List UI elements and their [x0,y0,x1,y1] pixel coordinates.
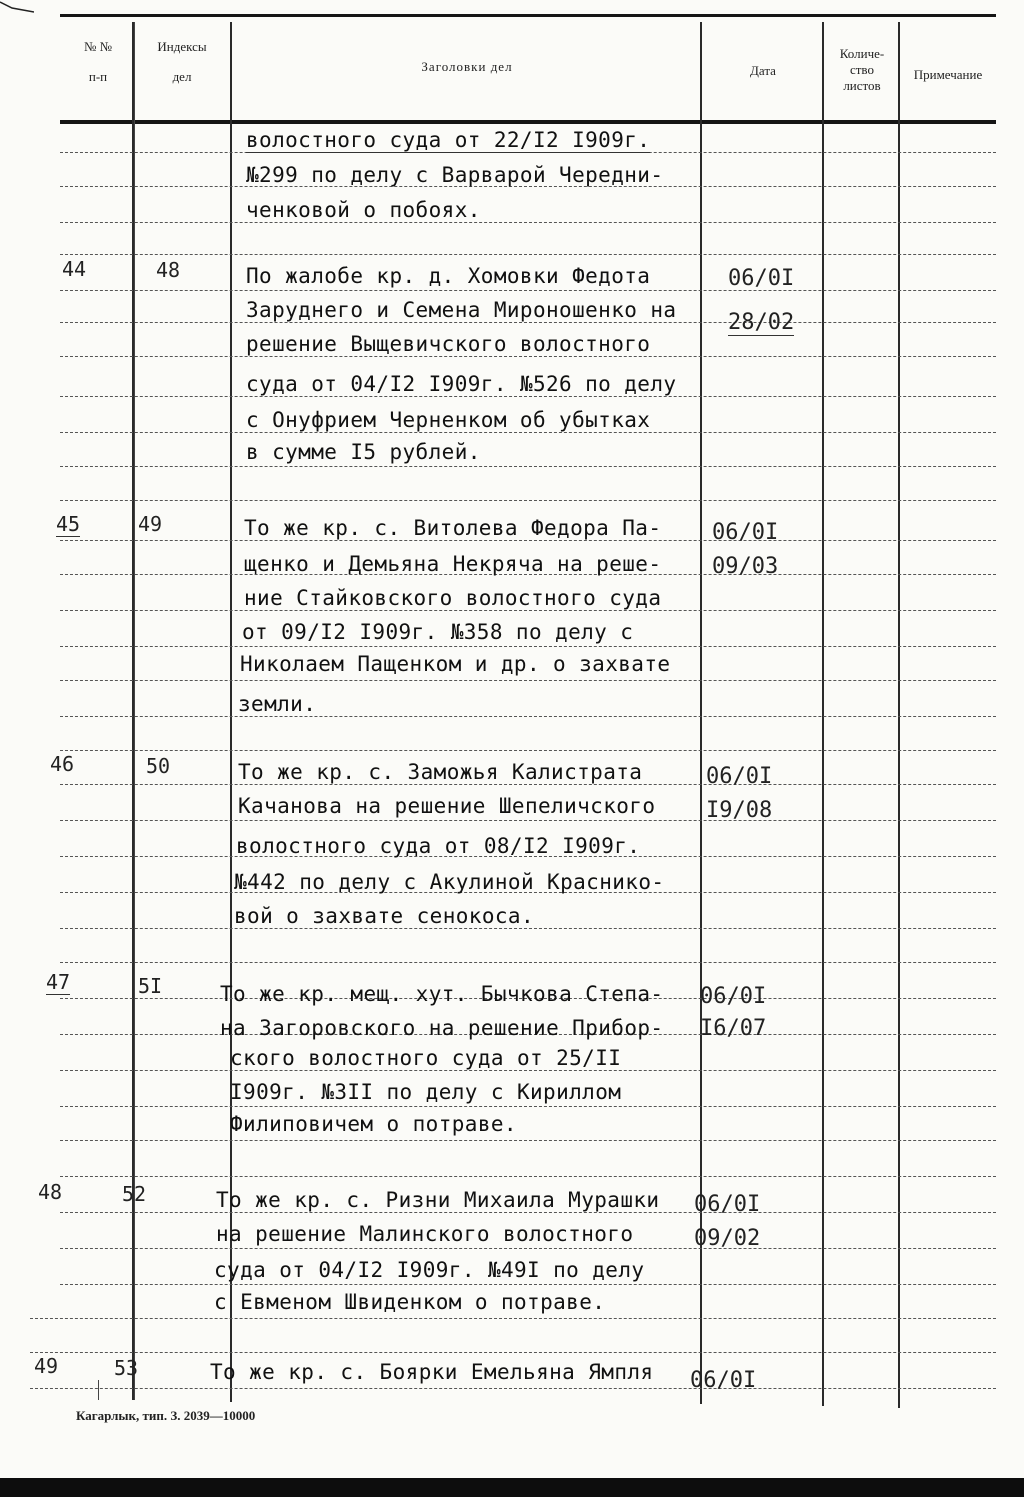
entry-text-line: суда от 04/I2 I909г. №49I по делу [214,1258,645,1282]
scan-edge-band [0,1478,1024,1497]
ruling-line [60,1140,996,1141]
header-number-line1: № № [83,39,113,54]
ruling-line [60,356,996,357]
ruling-line [60,254,996,255]
entry-text-line: с Евменом Швиденком о потраве. [214,1290,606,1314]
ruling-line [60,396,996,397]
ruling-line [60,290,996,291]
ruling-line [60,1248,996,1249]
entry-index: 53 [114,1356,139,1380]
entry-text-line: с Онуфрием Черненком об убытках [246,408,651,432]
entry-text-line: Николаем Пащенком и др. о захвате [240,652,671,676]
entry-text-line: №299 по делу с Варварой Чередни- [246,163,664,187]
entry-text-line: То же кр. с. Ризни Михаила Мурашки [216,1188,660,1212]
entry-date-end: I6/07 [700,1016,767,1041]
entry-text-line: ченковой о побоях. [246,198,481,222]
entry-text-line: То же кр. с. Боярки Емельяна Ямпля [210,1360,654,1384]
col-divider-4 [822,22,824,1406]
entry-number: 44 [62,257,87,281]
ruling-line [60,962,996,963]
ruling-line [60,820,996,821]
entry-index: 50 [146,754,171,778]
ruling-line [60,928,996,929]
header-date-col: Дата [750,63,776,78]
header-title-col: Заголовки дел [421,59,513,74]
entry-text-line: от 09/I2 I909г. №358 по делу с [242,620,634,644]
header-count-line3: листов [843,78,881,93]
entry-text-line: I909г. №3II по делу с Кириллом [230,1080,622,1104]
entry-date-start: 06/0I [690,1368,757,1393]
entry-text-line: вой о захвате сенокоса. [234,904,534,928]
entry-number: 49 [34,1354,59,1378]
ruling-line [60,784,996,785]
header-index-line1: Индексы [157,39,207,54]
entry-text-line: волостного суда от 08/I2 I909г. [236,834,641,858]
ruling-line [60,540,996,541]
ruling-line [60,646,996,647]
entry-text-line: То же кр. мещ. хут. Бычкова Степа- [220,982,664,1006]
header-index-col [134,38,230,86]
entry-date-start: 06/0I [700,984,767,1009]
ruling-line [30,1388,996,1389]
entry-date-start: 06/0I [694,1192,761,1217]
entry-text-line: По жалобе кр. д. Хомовки Федота [246,264,651,288]
ruling-line [30,1352,996,1353]
entry-text-line: волостного суда от 22/I2 I909г. [246,128,651,152]
header-number-col [64,38,132,86]
entry-number: 48 [38,1180,63,1204]
header-bottom-rule [60,120,996,124]
entry-text-line: ние Стайковского волостного суда [244,586,662,610]
entry-text-line: То же кр. с. Витолева Федора Па- [244,516,662,540]
entry-date-start: 06/0I [728,266,795,291]
entry-text-line: суда от 04/I2 I909г. №526 по делу [246,372,677,396]
entry-index: 52 [122,1182,147,1206]
entry-text-line: земли. [238,692,317,716]
ruling-line [60,222,996,223]
entry-text-line: Качанова на решение Шепеличского [238,794,656,818]
entry-number: 47 [46,970,71,994]
entry-index: 48 [156,258,181,282]
entry-date-end: I9/08 [706,798,773,823]
header-count-line2: ство [849,62,874,77]
ruling-line [60,1070,996,1071]
ruling-line [30,1318,996,1319]
header-index-line2: дел [172,69,192,84]
col-divider-5 [898,22,900,1408]
entry-index: 49 [138,512,163,536]
entry-text-line: на решение Малинского волостного [216,1222,634,1246]
ruling-line [60,322,996,323]
header-count-col [824,46,900,94]
entry-index: 5I [138,974,163,998]
entry-number: 45 [56,512,81,536]
entry-text-line: №442 по делу с Акулиной Краснико- [234,870,665,894]
ruling-line [60,500,996,501]
header-count-line1: Количе- [839,46,885,61]
header-top-rule [60,14,996,17]
ruling-line [60,1212,996,1213]
ruling-line [60,466,996,467]
ruling-line [60,716,996,717]
ruling-line [60,1176,996,1177]
entry-date-end: 09/02 [694,1226,761,1251]
ruling-line [60,680,996,681]
ruling-line [60,1284,996,1285]
entry-date-end: 09/03 [712,554,779,579]
scan-corner-mark [0,0,34,20]
ruling-line [60,750,996,751]
entry-text-line: щенко и Демьяна Некряча на реше- [244,552,662,576]
ruling-line [60,432,996,433]
entry-text-line: Филиповичем о потраве. [230,1112,517,1136]
entry-date-start: 06/0I [712,520,779,545]
entry-text-line: решение Выщевичского волостного [246,332,651,356]
entry-date-start: 06/0I [706,764,773,789]
header-number-line2: п-п [88,69,108,84]
entry-text-line: То же кр. с. Заможья Калистрата [238,760,643,784]
ruling-line [60,610,996,611]
printer-imprint: Кагарлык, тип. З. 2039—10000 [76,1408,256,1423]
entry-text-line: ского волостного суда от 25/II [230,1046,622,1070]
header-note-col: Примечание [913,67,983,82]
page-left-edge [98,1380,99,1400]
entry-date-end: 28/02 [728,310,795,335]
entry-text-line: на Загоровского на решение Прибор- [220,1016,664,1040]
entry-text-line: в сумме I5 рублей. [246,440,481,464]
entry-number: 46 [50,752,75,776]
ruling-line [60,1106,996,1107]
entry-text-line: Заруднего и Семена Мироношенко на [246,298,677,322]
